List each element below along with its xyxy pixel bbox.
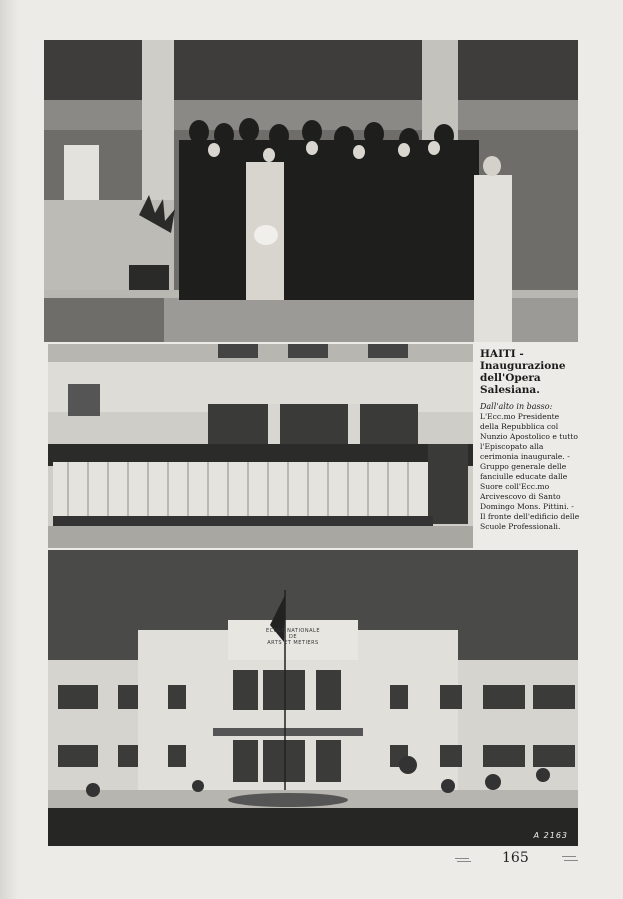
photo-caption [480,348,580,532]
photo-dignitaries-ceremony [44,40,578,342]
inscription-line-2: DE [288,634,297,640]
building-inscription [234,628,352,646]
caption-body [480,402,580,532]
page-number: 165 [502,850,529,866]
photo-code: A 2163 [533,831,568,840]
footer-dash-left [455,858,469,859]
caption-intro: Dall'alto in basso: [480,402,553,411]
footer-dash-right-2 [564,860,578,861]
inscription-line-1: ECOLE NATIONALE [266,628,320,634]
footer-dash-left-2 [457,861,471,862]
inscription-line-3: ARTS ET METIERS [267,640,319,646]
footer-dash-right [562,856,576,857]
caption-title: HAITI - Inaugurazione dell'Opera Salesiana. [480,348,566,396]
page-binding-shadow [0,0,18,899]
photo-group-of-girls [48,344,473,548]
photo-school-building [48,550,578,846]
caption-text: L'Ecc.mo Presidente della Repubblica col Nunzio Apostolico e tutto l'Episcopato alla cerimonia inaugurale. - Gruppo generale delle fanciulle educate dalle Suore coll'Ecc.mo Arcivescovo di Santo Domingo Mons. Pittini. - Il fronte dell'edificio delle Scuole Professionali. [480,412,580,531]
